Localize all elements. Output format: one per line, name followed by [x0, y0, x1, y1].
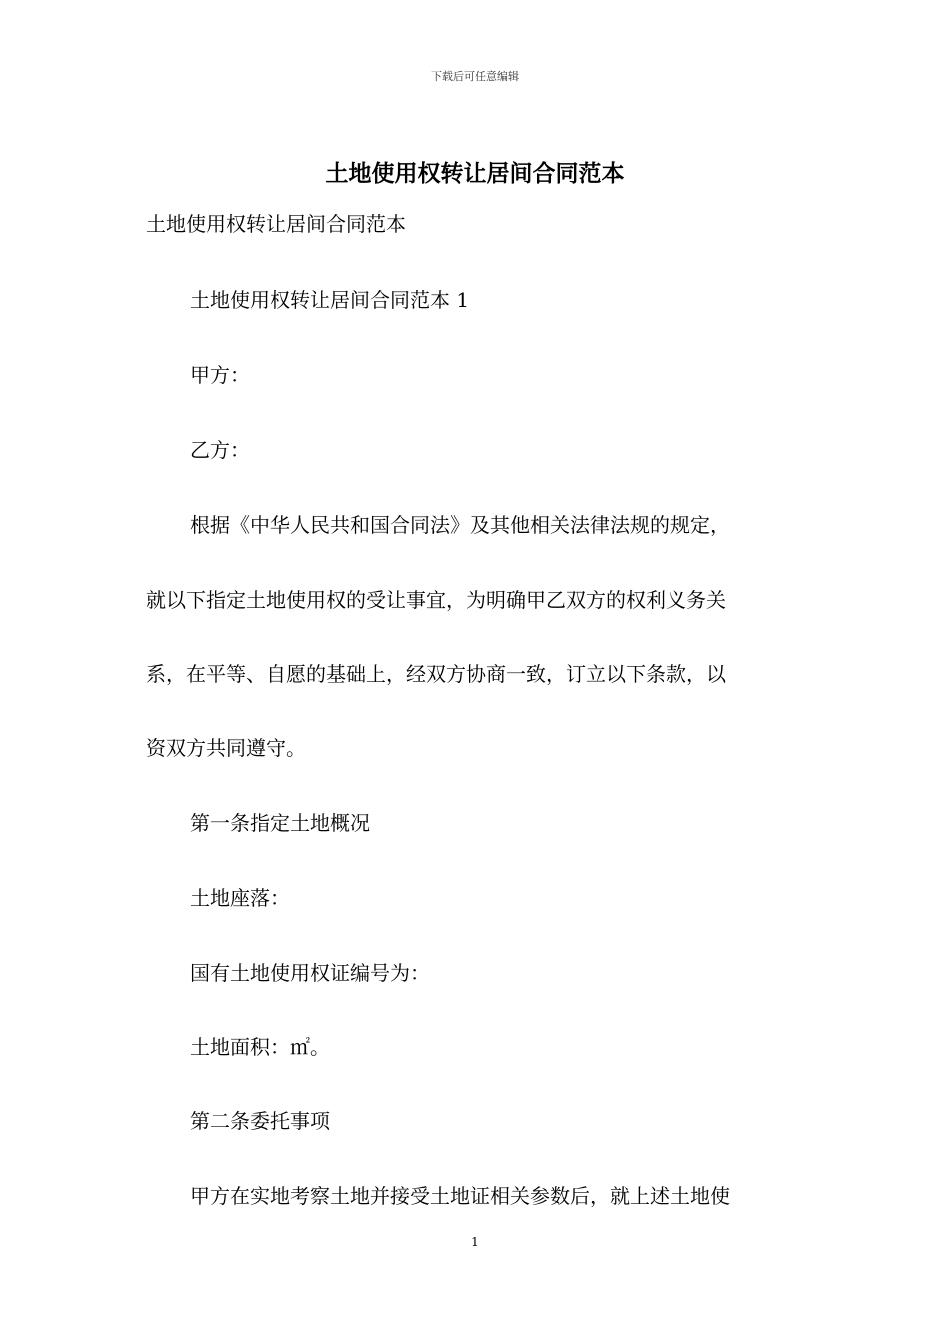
section-heading: 土地使用权转让居间合同范本 1	[190, 288, 470, 312]
article-heading: 第二条委托事项	[190, 1109, 330, 1133]
page-number: 1	[471, 1235, 479, 1249]
paragraph-line: 就以下指定土地使用权的受让事宜，为明确甲乙双方的权利义务关	[146, 588, 726, 612]
paragraph-line: 系，在平等、自愿的基础上，经双方协商一致，订立以下条款，以	[146, 662, 726, 686]
field-line: 国有土地使用权证编号为：	[190, 961, 430, 985]
document-title: 土地使用权转让居间合同范本	[325, 160, 625, 187]
party-a-line: 甲方：	[190, 363, 250, 387]
article-heading: 第一条指定土地概况	[190, 811, 370, 835]
paragraph-line: 根据《中华人民共和国合同法》及其他相关法律法规的规定，	[190, 513, 730, 537]
paragraph-line: 资双方共同遵守。	[146, 736, 306, 760]
subtitle-line: 土地使用权转让居间合同范本	[146, 212, 406, 236]
header-note: 下载后可任意编辑	[431, 70, 519, 83]
field-line: 土地面积：㎡。	[190, 1035, 330, 1059]
field-line: 土地座落：	[190, 886, 290, 910]
paragraph-line: 甲方在实地考察土地并接受土地证相关参数后，就上述土地使	[190, 1184, 730, 1208]
party-b-line: 乙方：	[190, 438, 250, 462]
